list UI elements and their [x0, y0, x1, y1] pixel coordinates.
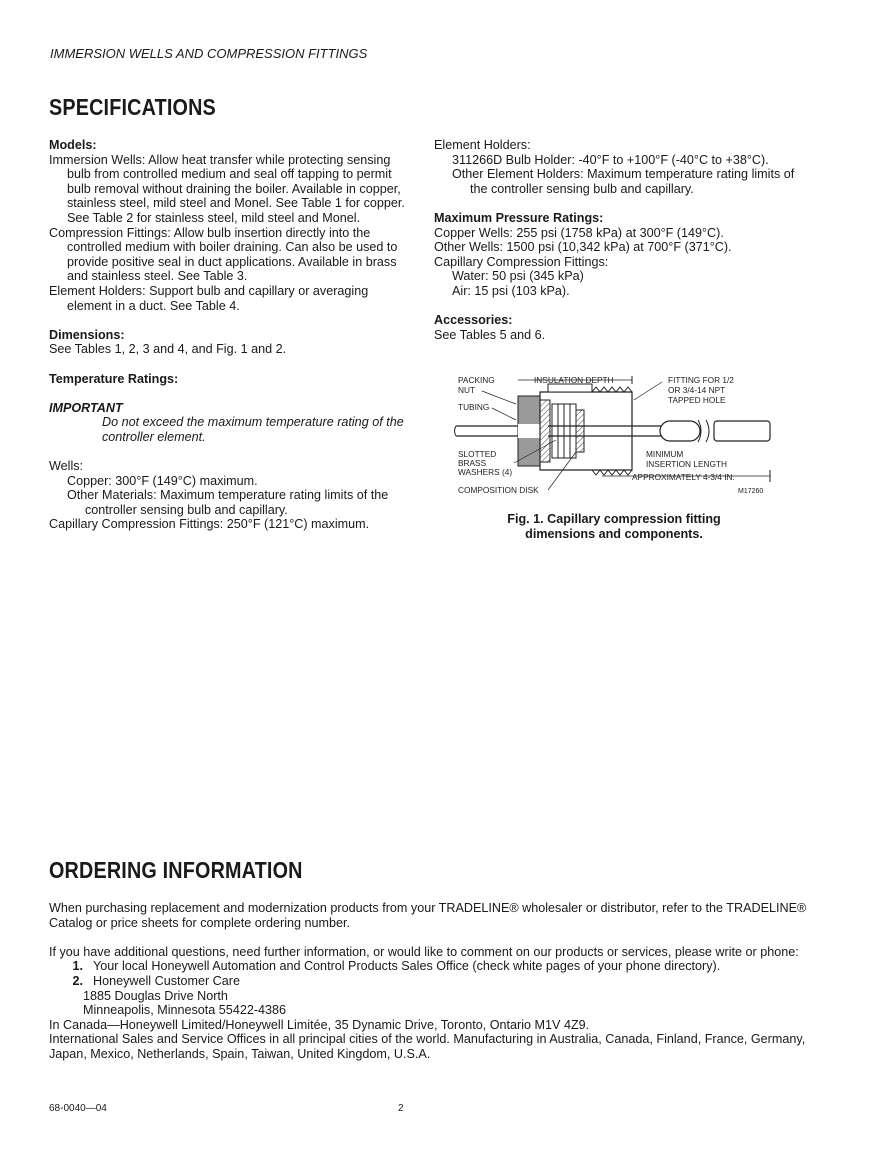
ordering-list-item-1: 1. Your local Honeywell Automation and Control Products Sales Office (check white pages of your phone directory). [72, 959, 721, 974]
water-pressure: Water: 50 psi (345 kPa) [452, 269, 584, 284]
figure-caption-line-1: Fig. 1. Capillary compression fitting [507, 512, 721, 526]
packing-nut-label-1: PACKING [458, 375, 495, 385]
packing-nut-label-2: NUT [458, 385, 476, 395]
fitting-label-2: OR 3/4-14 NPT [668, 385, 726, 395]
compression-fitting-diagram [452, 370, 782, 500]
other-materials-rating: Other Materials: Maximum temperature rating limits of the controller sensing bulb and capillary. [67, 488, 389, 517]
capillary-fittings-label: Capillary Compression Fittings: [434, 254, 609, 269]
temperature-heading: Temperature Ratings: [49, 371, 179, 386]
air-pressure: Air: 15 psi (103 kPa). [452, 283, 570, 298]
page-number: 2 [398, 1103, 404, 1114]
element-holders-heading: Element Holders: [434, 138, 531, 152]
models-heading: Models: [49, 138, 97, 152]
canada-contact: In Canada—Honeywell Limited/Honeywell Limitée, 35 Dynamic Drive, Toronto, Ontario M1V 4Z9. [49, 1017, 590, 1032]
minimum-insertion-label-1: MINIMUM [646, 449, 684, 459]
copper-rating: Copper: 300°F (149°C) maximum. [67, 473, 258, 488]
accessories-heading: Accessories: [434, 313, 513, 328]
slotted-washers-label-1: SLOTTED [458, 449, 497, 459]
specs-left-column [49, 138, 409, 532]
specifications-heading: SPECIFICATIONS [49, 94, 216, 120]
accessories-text: See Tables 5 and 6. [434, 327, 546, 342]
slotted-washers-label-2: BRASS [458, 458, 487, 468]
dimensions-text: See Tables 1, 2, 3 and 4, and Fig. 1 and 2. [49, 342, 287, 357]
slotted-washers-label-3: WASHERS (4) [458, 467, 513, 477]
copper-wells-pressure: Copper Wells: 255 psi (1758 kPa) at 300°F (149°C). [434, 225, 724, 240]
immersion-wells-text: Immersion Wells: Allow heat transfer while protecting sensing bulb from controlled medium and seal off tapping to permit bulb removal without draining the boiler. Available in copper, stainless steel, mild steel and Monel. See Table 1 for copper. See Table 2 for stainless steel, mild steel and Monel. [49, 152, 405, 225]
other-wells-pressure: Other Wells: 1500 psi (10,342 kPa) at 700°F (371°C). [434, 240, 732, 255]
ordering-section [49, 901, 839, 1062]
minimum-insertion-label-2: INSERTION LENGTH [646, 459, 727, 469]
bulb-holder-rating: 311266D Bulb Holder: -40°F to +100°F (-40°C to +38°C). [452, 152, 769, 167]
composition-disk-label: COMPOSITION DISK [458, 485, 539, 495]
ordering-paragraph-2: If you have additional questions, need further information, or would like to comment on our products or services, please write or phone: [49, 944, 799, 959]
dimensions-heading: Dimensions: [49, 327, 125, 342]
pressure-heading: Maximum Pressure Ratings: [434, 210, 604, 225]
specs-right-column [434, 138, 804, 342]
ordering-heading: ORDERING INFORMATION [49, 857, 303, 883]
figure-caption-line-2: dimensions and components. [525, 526, 703, 541]
tubing-label: TUBING [458, 402, 490, 412]
wells-subheading: Wells: [49, 459, 84, 474]
ordering-list-item-2: 2. Honeywell Customer Care [72, 973, 240, 988]
other-holders-rating: Other Element Holders: Maximum temperature rating limits of the controller sensing bulb and capillary. [452, 167, 795, 196]
address-line-1: 1885 Douglas Drive North [83, 988, 228, 1003]
compression-fittings-text: Compression Fittings: Allow bulb insertion directly into the controlled medium with boiler draining. Can also be used to provide positive seal in duct applications. Available in brass and stainless steel. See Table 3. [49, 225, 398, 284]
fitting-label-1: FITTING FOR 1/2 [668, 375, 734, 385]
capillary-rating: Capillary Compression Fittings: 250°F (121°C) maximum. [49, 517, 370, 532]
important-text: Do not exceed the maximum temperature rating of the controller element. [102, 415, 404, 444]
address-line-2: Minneapolis, Minnesota 55422-4386 [83, 1003, 287, 1018]
insulation-depth-label: INSULATION DEPTH [534, 375, 614, 385]
important-heading: IMPORTANT [49, 400, 123, 415]
ordering-paragraph-1: When purchasing replacement and modernization products from your TRADELINE® wholesaler or distributor, refer to the TRADELINE® Catalog or price sheets for complete ordering number. [49, 901, 807, 930]
figure-caption [434, 512, 794, 541]
document-number: 68-0040—04 [49, 1103, 107, 1114]
approx-length-label: APPROXIMATELY 4-3/4 IN. [632, 472, 735, 482]
international-offices: International Sales and Service Offices in all principal cities of the world. Manufacturing in Australia, Canada, Finland, France, Germany, Japan, Mexico, Netherlands, Spain, Taiwan, United Kingdom, U.S.A. [49, 1032, 806, 1061]
running-header: IMMERSION WELLS AND COMPRESSION FITTINGS [50, 46, 368, 61]
fitting-label-3: TAPPED HOLE [668, 395, 726, 405]
figure-code: M17260 [738, 488, 764, 495]
element-holders-text: Element Holders: Support bulb and capillary or averaging element in a duct. See Table 4. [49, 283, 369, 313]
